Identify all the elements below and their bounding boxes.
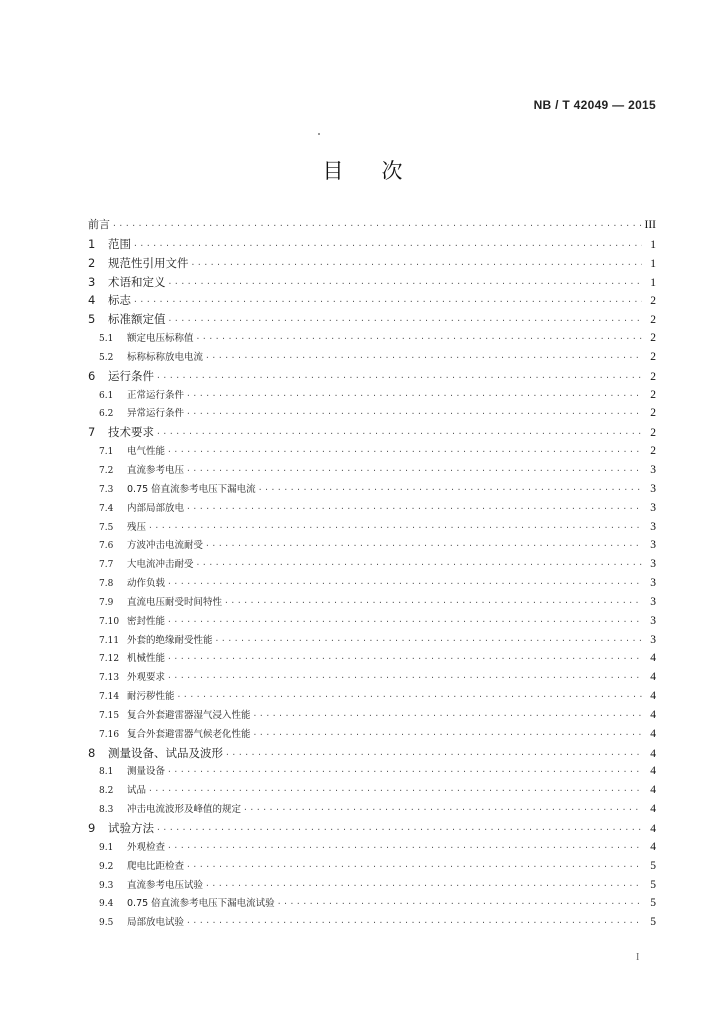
toc-entry-page: 5 bbox=[650, 897, 656, 910]
toc-entry-number: 8.1 bbox=[99, 767, 114, 778]
toc-leader-dots bbox=[243, 801, 642, 819]
toc-leader-dots bbox=[186, 405, 642, 423]
toc-entry-number: 9.2 bbox=[99, 861, 114, 872]
page-number: I bbox=[636, 952, 640, 963]
toc-entry-number: 7.13 bbox=[99, 673, 120, 684]
toc-entry-number: 7.3 bbox=[99, 484, 114, 495]
toc-leader-dots bbox=[205, 537, 642, 555]
toc-entry-title: 规范性引用文件 bbox=[108, 255, 189, 270]
toc-entry-number: 7.1 bbox=[99, 447, 114, 458]
toc-entry-title: 大电流冲击耐受 bbox=[127, 559, 194, 571]
toc-leader-dots bbox=[224, 594, 642, 612]
toc-entry-number: 7.8 bbox=[99, 579, 114, 590]
toc-entry-title: 密封性能 bbox=[127, 615, 166, 627]
scan-speck bbox=[318, 133, 320, 135]
toc-entry-title: 范围 bbox=[108, 236, 131, 251]
toc-entry-number: 8 bbox=[88, 745, 96, 760]
toc-entry-number: 9 bbox=[88, 821, 96, 835]
toc-entry[interactable] bbox=[88, 480, 656, 499]
toc-entry[interactable] bbox=[88, 442, 656, 461]
toc-entry[interactable] bbox=[88, 706, 656, 725]
toc-entry[interactable] bbox=[88, 348, 656, 367]
toc-leader-dots bbox=[156, 369, 642, 386]
toc-entry-page: 3 bbox=[650, 501, 656, 514]
toc-entry-title: 外观检查 bbox=[127, 841, 166, 853]
toc-entry[interactable] bbox=[88, 423, 656, 442]
toc-entry-page: 2 bbox=[650, 427, 656, 440]
toc-leader-dots bbox=[167, 763, 642, 781]
page-title bbox=[0, 155, 725, 185]
toc-entry-number: 6.1 bbox=[99, 390, 114, 401]
toc-entry-number: 1 bbox=[88, 236, 96, 251]
toc-entry-number: 7 bbox=[88, 425, 96, 440]
toc-entry-number: 9.3 bbox=[99, 880, 114, 891]
toc-entry[interactable] bbox=[88, 612, 656, 631]
toc-entry-title: 直流电压耐受时间特性 bbox=[127, 596, 223, 608]
toc-leader-dots bbox=[148, 782, 642, 800]
toc-entry-title: 直流参考电压试验 bbox=[127, 879, 204, 891]
toc-leader-dots bbox=[133, 237, 642, 254]
toc-leader-dots bbox=[186, 500, 642, 518]
toc-entry-page: 3 bbox=[650, 595, 656, 608]
toc-entry[interactable] bbox=[88, 273, 656, 292]
toc-entry[interactable] bbox=[88, 725, 656, 744]
toc-entry[interactable] bbox=[88, 216, 656, 235]
toc-entry[interactable] bbox=[88, 386, 656, 405]
toc-entry[interactable] bbox=[88, 649, 656, 668]
toc-entry-number: 9.1 bbox=[99, 842, 114, 853]
toc-entry-page: 2 bbox=[650, 445, 656, 458]
toc-entry-page: 1 bbox=[650, 276, 656, 289]
toc-entry[interactable] bbox=[88, 235, 656, 254]
toc-entry-number: 7.10 bbox=[99, 616, 120, 627]
toc-entry-title: 机械性能 bbox=[127, 653, 166, 665]
toc-entry[interactable] bbox=[88, 838, 656, 857]
toc-entry-title: 前言 bbox=[88, 218, 110, 231]
toc-entry-title: 试品 bbox=[127, 785, 147, 797]
toc-entry-number: 3 bbox=[88, 274, 96, 289]
toc-entry[interactable] bbox=[88, 310, 656, 329]
toc-entry-title: 试验方法 bbox=[108, 821, 154, 835]
toc-entry-number: 5.1 bbox=[99, 334, 114, 345]
toc-entry-page: 5 bbox=[650, 878, 656, 891]
toc-entry-page: 2 bbox=[650, 350, 656, 363]
toc-entry-page: 3 bbox=[650, 539, 656, 552]
toc-entry[interactable] bbox=[88, 876, 656, 895]
toc-entry[interactable] bbox=[88, 668, 656, 687]
toc-leader-dots bbox=[196, 330, 642, 348]
toc-entry-title: 技术要求 bbox=[108, 425, 154, 440]
toc-entry[interactable] bbox=[88, 574, 656, 593]
toc-entry-page: 3 bbox=[650, 463, 656, 476]
toc-leader-dots bbox=[167, 443, 642, 461]
toc-entry-page: 2 bbox=[650, 295, 656, 308]
toc-entry-title: 标称标称放电电流 bbox=[127, 351, 204, 363]
toc-entry[interactable] bbox=[88, 687, 656, 706]
toc-leader-dots bbox=[215, 632, 642, 650]
toc-entry-title: 冲击电流波形及峰值的规定 bbox=[127, 804, 242, 816]
toc-entry[interactable] bbox=[88, 762, 656, 781]
toc-entry-page: 3 bbox=[650, 614, 656, 627]
page-title-char-1: 目 bbox=[322, 159, 344, 183]
toc-entry-title: 直流参考电压 bbox=[127, 464, 185, 476]
toc-entry-page: 4 bbox=[650, 708, 656, 721]
toc-entry-number: 2 bbox=[88, 255, 96, 270]
toc-entry[interactable] bbox=[88, 819, 656, 838]
toc-entry-title: 爬电比距检查 bbox=[127, 860, 185, 872]
toc-entry[interactable] bbox=[88, 518, 656, 537]
toc-entry-title: 电气性能 bbox=[127, 446, 166, 458]
toc-leader-dots bbox=[191, 256, 643, 273]
toc-entry-page: 5 bbox=[650, 916, 656, 929]
toc-entry-page: 3 bbox=[650, 482, 656, 495]
toc-entry-number: 5 bbox=[88, 312, 96, 327]
toc-entry-page: III bbox=[644, 219, 656, 231]
toc-leader-dots bbox=[205, 877, 642, 895]
toc-entry[interactable] bbox=[88, 857, 656, 876]
toc-entry-page: 4 bbox=[650, 652, 656, 665]
toc-entry-number: 4 bbox=[88, 293, 96, 308]
toc-leader-dots bbox=[196, 556, 642, 574]
toc-entry-page: 2 bbox=[650, 314, 656, 327]
toc-leader-dots bbox=[253, 726, 642, 744]
toc-leader-dots bbox=[167, 669, 642, 687]
toc-entry[interactable] bbox=[88, 744, 656, 763]
toc-entry-title: 标准额定值 bbox=[108, 312, 166, 327]
toc-entry-title: 局部放电试验 bbox=[127, 917, 185, 929]
toc-entry-number: 7.16 bbox=[99, 729, 120, 740]
toc-entry-page: 3 bbox=[650, 577, 656, 590]
toc-entry-number: 7.9 bbox=[99, 597, 114, 608]
toc-leader-dots bbox=[167, 650, 642, 668]
toc-leader-dots bbox=[156, 821, 642, 838]
toc-leader-dots bbox=[167, 613, 642, 631]
toc-leader-dots bbox=[167, 575, 642, 593]
toc-entry-title: 运行条件 bbox=[108, 368, 154, 383]
toc-entry-page: 4 bbox=[650, 671, 656, 684]
toc-leader-dots bbox=[168, 312, 643, 329]
toc-leader-dots bbox=[167, 839, 642, 857]
toc-entry-number: 7.15 bbox=[99, 710, 120, 721]
toc-entry-number: 7.12 bbox=[99, 654, 120, 665]
toc-leader-dots bbox=[177, 688, 642, 706]
toc-entry-page: 4 bbox=[650, 747, 656, 760]
toc-entry[interactable] bbox=[88, 291, 656, 310]
toc-leader-dots bbox=[225, 746, 642, 763]
toc-entry-number: 7.2 bbox=[99, 465, 114, 476]
page-title-char-2: 次 bbox=[381, 159, 403, 183]
toc-entry-number: 7.6 bbox=[99, 541, 114, 552]
toc-entry-number: 8.2 bbox=[99, 786, 114, 797]
toc-entry-number: 9.5 bbox=[99, 918, 114, 929]
toc-entry-title: 复合外套避雷器气候老化性能 bbox=[127, 728, 251, 740]
toc-entry-title: 标志 bbox=[108, 293, 131, 308]
toc-entry-title: 测量设备、试品及波形 bbox=[108, 745, 223, 760]
toc-entry[interactable] bbox=[88, 555, 656, 574]
toc-entry[interactable] bbox=[88, 461, 656, 480]
toc-entry-page: 3 bbox=[650, 558, 656, 571]
toc-entry-page: 2 bbox=[650, 370, 656, 383]
toc-leader-dots bbox=[186, 462, 642, 480]
toc-entry-title: 动作负载 bbox=[127, 578, 166, 590]
toc-entry-page: 4 bbox=[650, 840, 656, 853]
toc-entry[interactable] bbox=[88, 367, 656, 386]
toc-entry-page: 5 bbox=[650, 859, 656, 872]
toc-leader-dots bbox=[168, 275, 643, 292]
toc-entry-page: 4 bbox=[650, 784, 656, 797]
toc-entry[interactable] bbox=[88, 800, 656, 819]
toc-entry-title: 异常运行条件 bbox=[127, 408, 185, 420]
toc-entry-page: 2 bbox=[650, 388, 656, 401]
toc-leader-dots bbox=[186, 858, 642, 876]
toc-entry-page: 4 bbox=[650, 765, 656, 778]
toc-leader-dots bbox=[133, 293, 642, 310]
toc-entry[interactable] bbox=[88, 499, 656, 518]
toc-entry-title: 耐污秽性能 bbox=[127, 691, 175, 703]
toc-entry-title: 方波冲击电流耐受 bbox=[127, 540, 204, 552]
toc-leader-dots bbox=[277, 895, 642, 913]
toc-entry-page: 4 bbox=[650, 803, 656, 816]
toc-entry-title: 内部局部放电 bbox=[127, 502, 185, 514]
table-of-contents bbox=[88, 216, 656, 932]
toc-entry-number: 6.2 bbox=[99, 409, 114, 420]
toc-entry[interactable] bbox=[88, 631, 656, 650]
toc-entry-page: 3 bbox=[650, 633, 656, 646]
toc-entry[interactable] bbox=[88, 781, 656, 800]
toc-entry-number: 7.4 bbox=[99, 503, 114, 514]
toc-entry-title: 外套的绝缘耐受性能 bbox=[127, 634, 213, 646]
toc-entry-number: 6 bbox=[88, 368, 96, 383]
toc-leader-dots bbox=[253, 707, 642, 725]
toc-entry-title: 测量设备 bbox=[127, 766, 166, 778]
toc-entry-title: 额定电压标称值 bbox=[127, 333, 194, 345]
toc-entry-title: 复合外套避雷器湿气浸入性能 bbox=[127, 709, 251, 721]
toc-leader-dots bbox=[148, 519, 642, 537]
toc-entry-page: 1 bbox=[650, 238, 656, 251]
toc-entry[interactable] bbox=[88, 404, 656, 423]
toc-leader-dots bbox=[186, 914, 642, 932]
toc-entry-page: 4 bbox=[650, 690, 656, 703]
toc-entry[interactable] bbox=[88, 536, 656, 555]
toc-entry[interactable] bbox=[88, 913, 656, 932]
toc-entry-number: 8.3 bbox=[99, 805, 114, 816]
toc-entry-title: 0.75 倍直流参考电压下漏电流 bbox=[127, 483, 256, 495]
toc-entry-number: 7.7 bbox=[99, 560, 114, 571]
toc-entry-title: 外观要求 bbox=[127, 672, 166, 684]
toc-entry-number: 7.14 bbox=[99, 692, 120, 703]
toc-entry-number: 5.2 bbox=[99, 352, 114, 363]
toc-leader-dots bbox=[258, 481, 642, 499]
toc-entry-title: 残压 bbox=[127, 521, 147, 533]
standard-number: NB / T 42049 — 2015 bbox=[533, 98, 656, 112]
toc-entry[interactable] bbox=[88, 894, 656, 913]
toc-leader-dots bbox=[156, 425, 642, 442]
toc-entry-page: 3 bbox=[650, 520, 656, 533]
toc-entry-title: 正常运行条件 bbox=[127, 389, 185, 401]
toc-leader-dots bbox=[205, 349, 642, 367]
toc-entry[interactable] bbox=[88, 254, 656, 273]
toc-entry-page: 4 bbox=[650, 727, 656, 740]
toc-entry-page: 1 bbox=[650, 257, 656, 270]
toc-entry-page: 2 bbox=[650, 332, 656, 345]
toc-entry[interactable] bbox=[88, 329, 656, 348]
toc-entry[interactable] bbox=[88, 593, 656, 612]
toc-entry-number: 7.5 bbox=[99, 522, 114, 533]
toc-leader-dots bbox=[112, 217, 642, 235]
toc-entry-title: 0.75 倍直流参考电压下漏电流试验 bbox=[127, 898, 275, 910]
toc-leader-dots bbox=[186, 387, 642, 405]
toc-entry-page: 4 bbox=[650, 823, 656, 835]
toc-entry-number: 7.11 bbox=[99, 635, 120, 646]
toc-entry-page: 2 bbox=[650, 407, 656, 420]
toc-entry-number: 9.4 bbox=[99, 899, 114, 910]
toc-entry-title: 术语和定义 bbox=[108, 274, 166, 289]
